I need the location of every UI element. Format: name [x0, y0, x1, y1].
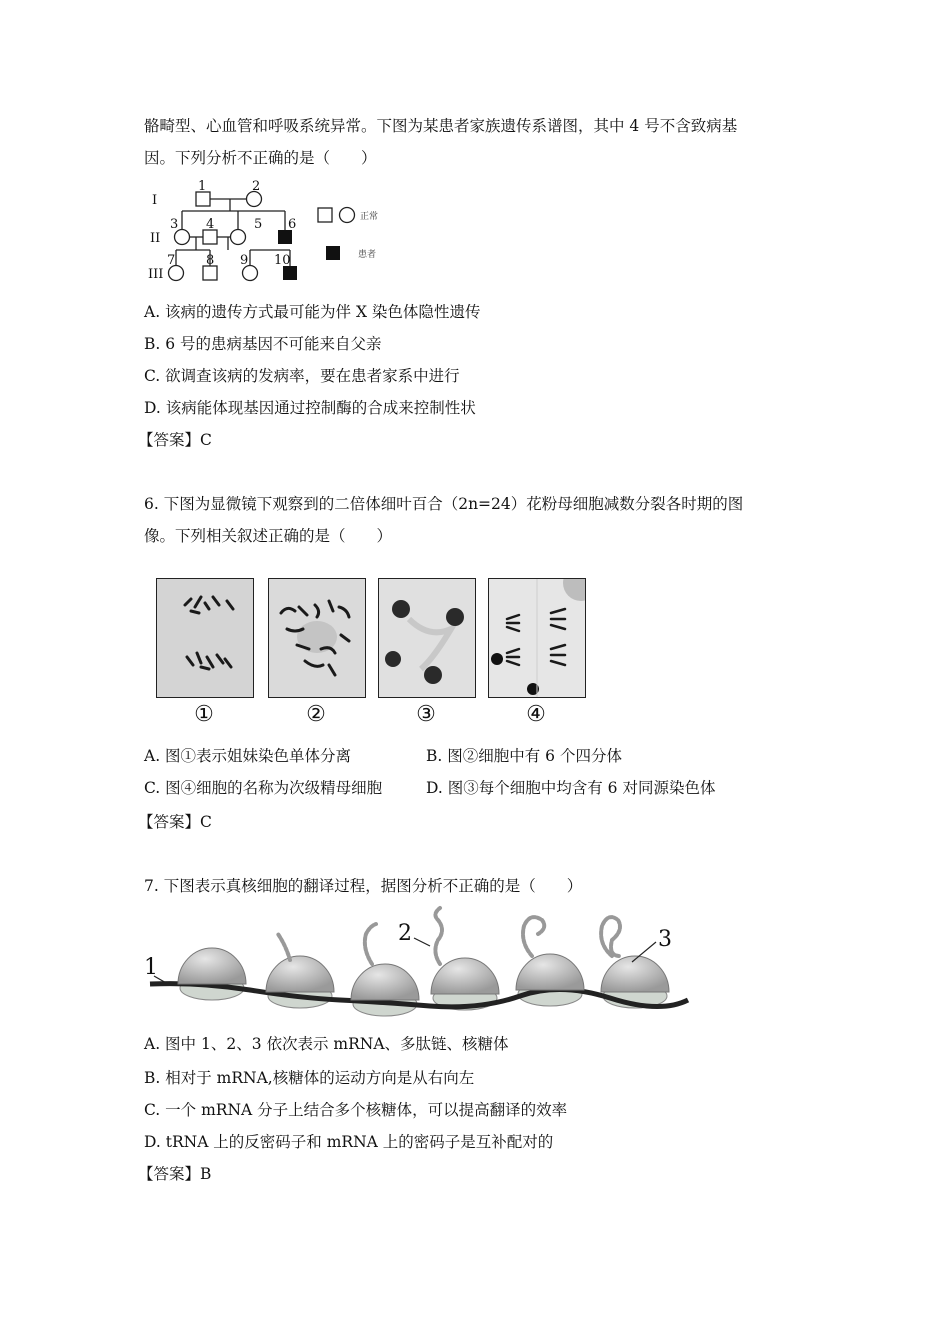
q6-option-b: B. 图②细胞中有 6 个四分体 — [426, 747, 622, 765]
micrograph-4 — [488, 578, 586, 698]
q6-option-d: D. 图③每个细胞中均含有 6 对同源染色体 — [426, 779, 716, 797]
label-1: 1 — [144, 955, 158, 980]
q6-answer: 【答案】C — [138, 813, 212, 831]
translation-diagram — [140, 904, 700, 1030]
q6-option-a: A. 图①表示姐妹染色单体分离 — [144, 747, 352, 765]
q7-option-d: D. tRNA 上的反密码子和 mRNA 上的密码子是互补配对的 — [144, 1133, 554, 1151]
q5-option-b: B. 6 号的患病基因不可能来自父亲 — [144, 335, 382, 353]
q5-answer: 【答案】C — [138, 431, 212, 449]
legend-normal: 正常 — [360, 212, 379, 222]
legend-affected: 患者 — [358, 250, 377, 260]
gen-label-2: II — [150, 231, 161, 246]
svg-text:5: 5 — [254, 217, 263, 232]
micrograph-label-3: ③ — [416, 702, 436, 727]
svg-text:3: 3 — [170, 217, 179, 232]
gen-label-3: III — [148, 267, 164, 282]
micrograph-label-1: ① — [194, 702, 214, 727]
q5-stem-line1: 骼畸型、心血管和呼吸系统异常。下图为某患者家族遗传系谱图，其中 4 号不含致病基 — [144, 117, 738, 135]
q6-stem-line1: 6. 下图为显微镜下观察到的二倍体细叶百合（2n=24）花粉母细胞减数分裂各时期的图 — [144, 495, 744, 513]
q7-answer: 【答案】B — [138, 1165, 212, 1183]
svg-text:2: 2 — [252, 179, 261, 194]
svg-text:6: 6 — [288, 217, 297, 232]
q5-option-d: D. 该病能体现基因通过控制酶的合成来控制性状 — [144, 399, 476, 417]
q7-option-b: B. 相对于 mRNA,核糖体的运动方向是从右向左 — [144, 1069, 475, 1087]
svg-text:8: 8 — [206, 253, 215, 268]
pedigree-chart — [140, 178, 400, 288]
svg-text:9: 9 — [240, 253, 249, 268]
q7-option-a: A. 图中 1、2、3 依次表示 mRNA、多肽链、核糖体 — [144, 1035, 509, 1053]
q5-option-a: A. 该病的遗传方式最可能为伴 X 染色体隐性遗传 — [144, 303, 481, 321]
micrograph-3 — [378, 578, 476, 698]
label-2: 2 — [398, 921, 412, 946]
q6-option-c: C. 图④细胞的名称为次级精母细胞 — [144, 779, 383, 797]
micrograph-label-4: ④ — [526, 702, 546, 727]
gen-label-1: I — [152, 193, 158, 208]
svg-text:7: 7 — [167, 253, 176, 268]
svg-text:4: 4 — [206, 217, 215, 232]
micrograph-2 — [268, 578, 366, 698]
micrograph-label-2: ② — [306, 702, 326, 727]
label-3: 3 — [658, 927, 672, 952]
q5-stem-line2: 因。下列分析不正确的是（ ） — [144, 149, 377, 167]
q7-stem: 7. 下图表示真核细胞的翻译过程，据图分析不正确的是（ ） — [144, 877, 583, 895]
svg-text:1: 1 — [198, 179, 207, 194]
svg-text:10: 10 — [274, 253, 291, 268]
q7-option-c: C. 一个 mRNA 分子上结合多个核糖体，可以提高翻译的效率 — [144, 1101, 568, 1119]
q5-option-c: C. 欲调查该病的发病率，要在患者家系中进行 — [144, 367, 460, 385]
micrograph-1 — [156, 578, 254, 698]
q6-stem-line2: 像。下列相关叙述正确的是（ ） — [144, 527, 393, 545]
